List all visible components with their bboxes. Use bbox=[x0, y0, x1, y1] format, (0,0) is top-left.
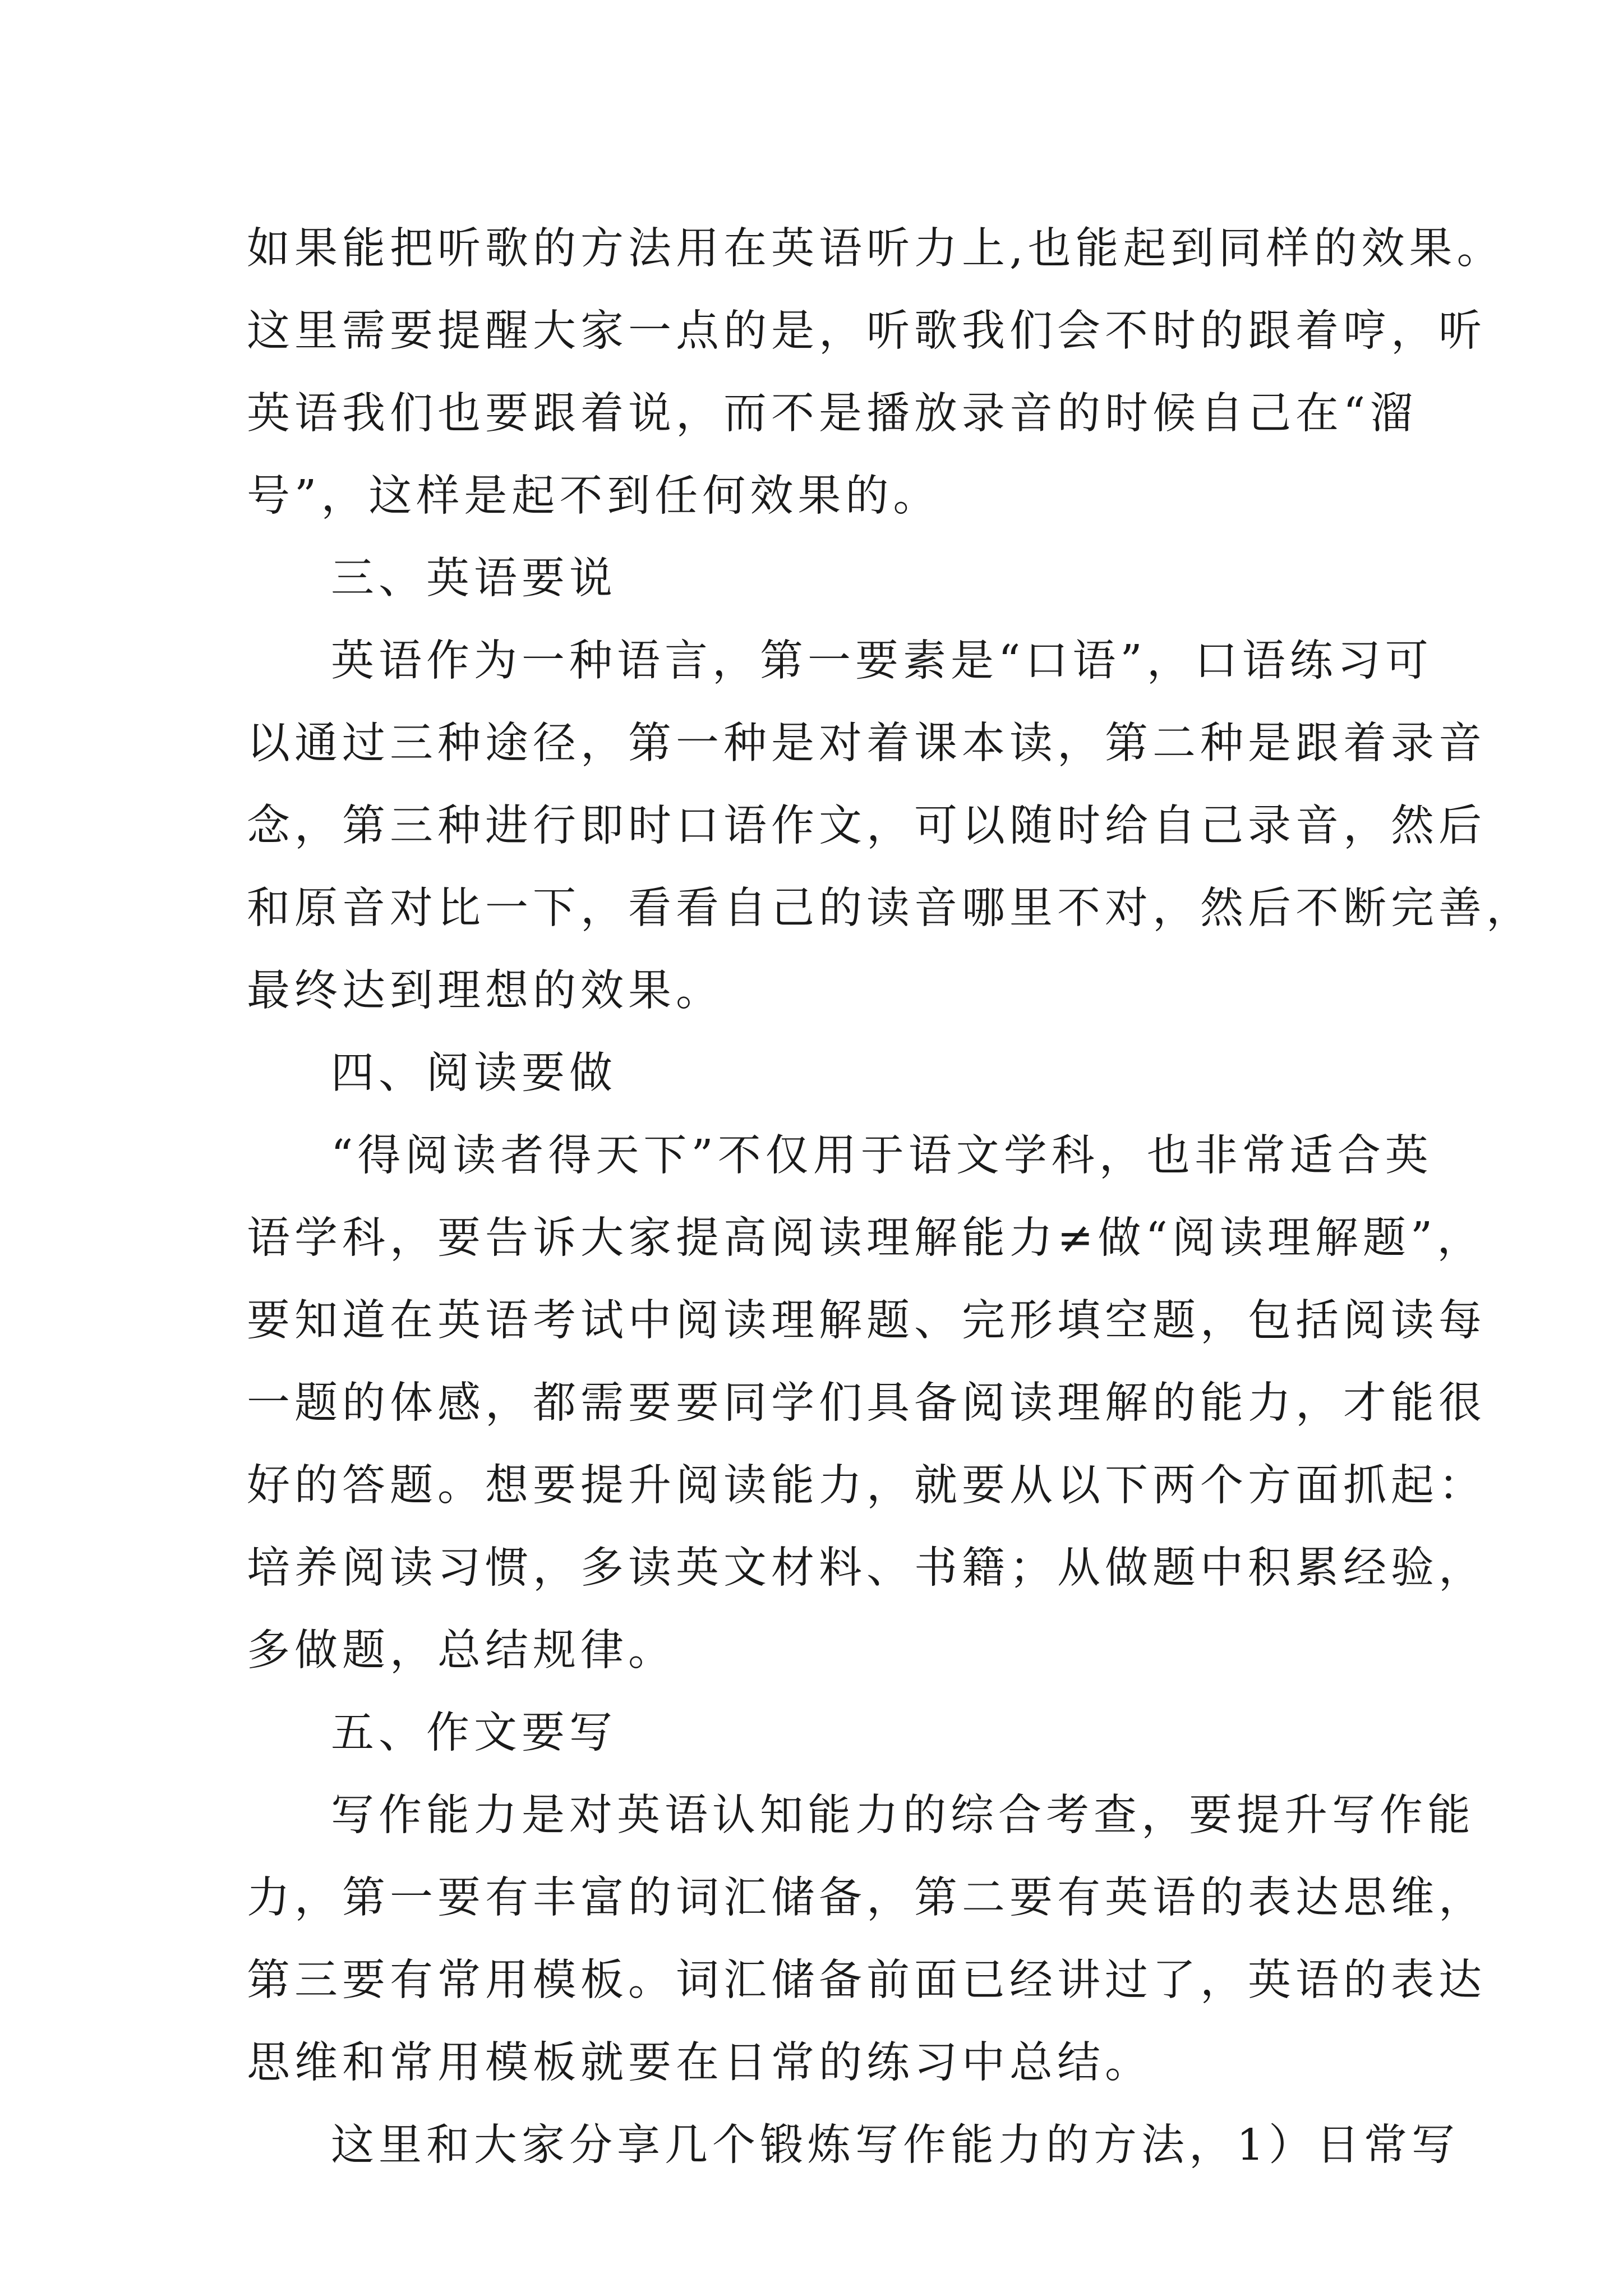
section-heading: 三、英语要说 bbox=[331, 554, 617, 604]
text-line: 写作能力是对英语认知能力的综合考查，要提升写作能 bbox=[331, 1791, 1475, 1841]
text-line: “得阅读者得天下”不仅用于语文学科，也非常适合英 bbox=[331, 1131, 1433, 1181]
text-line: 一题的体感，都需要要同学们具备阅读理解的能力，才能很 bbox=[247, 1378, 1486, 1428]
section-heading: 四、阅读要做 bbox=[331, 1048, 617, 1098]
text-line: 英语我们也要跟着说，而不是播放录音的时候自己在“溜 bbox=[247, 389, 1418, 439]
text-line: 力，第一要有丰富的词汇储备，第二要有英语的表达思维， bbox=[247, 1873, 1486, 1923]
text-line: 要知道在英语考试中阅读理解题、完形填空题，包括阅读每 bbox=[247, 1296, 1486, 1346]
text-line: 思维和常用模板就要在日常的练习中总结。 bbox=[247, 2038, 1152, 2088]
text-line: 号”，这样是起不到任何效果的。 bbox=[247, 471, 941, 521]
text-line: 这里和大家分享几个锻炼写作能力的方法，1）日常写 bbox=[331, 2120, 1459, 2170]
text-line: 多做题，总结规律。 bbox=[247, 1626, 676, 1676]
document-body bbox=[247, 208, 1534, 2187]
section-heading: 五、作文要写 bbox=[331, 1708, 617, 1758]
text-line: 培养阅读习惯，多读英文材料、书籍；从做题中积累经验， bbox=[247, 1543, 1486, 1593]
text-line: 英语作为一种语言，第一要素是“口语”，口语练习可 bbox=[331, 636, 1433, 686]
text-line: 这里需要提醒大家一点的是，听歌我们会不时的跟着哼，听 bbox=[247, 306, 1486, 356]
text-line: 以通过三种途径，第一种是对着课本读，第二种是跟着录音 bbox=[247, 719, 1486, 769]
text-line: 念，第三种进行即时口语作文，可以随时给自己录音，然后 bbox=[247, 801, 1486, 851]
text-line: 和原音对比一下，看看自己的读音哪里不对，然后不断完善， bbox=[247, 884, 1534, 933]
text-line: 最终达到理想的效果。 bbox=[247, 966, 723, 1016]
text-line: 第三要有常用模板。词汇储备前面已经讲过了，英语的表达 bbox=[247, 1955, 1486, 2005]
text-line: 语学科，要告诉大家提高阅读理解能力≠做“阅读理解题”， bbox=[247, 1213, 1485, 1263]
text-line: 如果能把听歌的方法用在英语听力上,也能起到同样的效果。 bbox=[247, 224, 1505, 274]
text-line: 好的答题。想要提升阅读能力，就要从以下两个方面抓起： bbox=[247, 1461, 1486, 1511]
